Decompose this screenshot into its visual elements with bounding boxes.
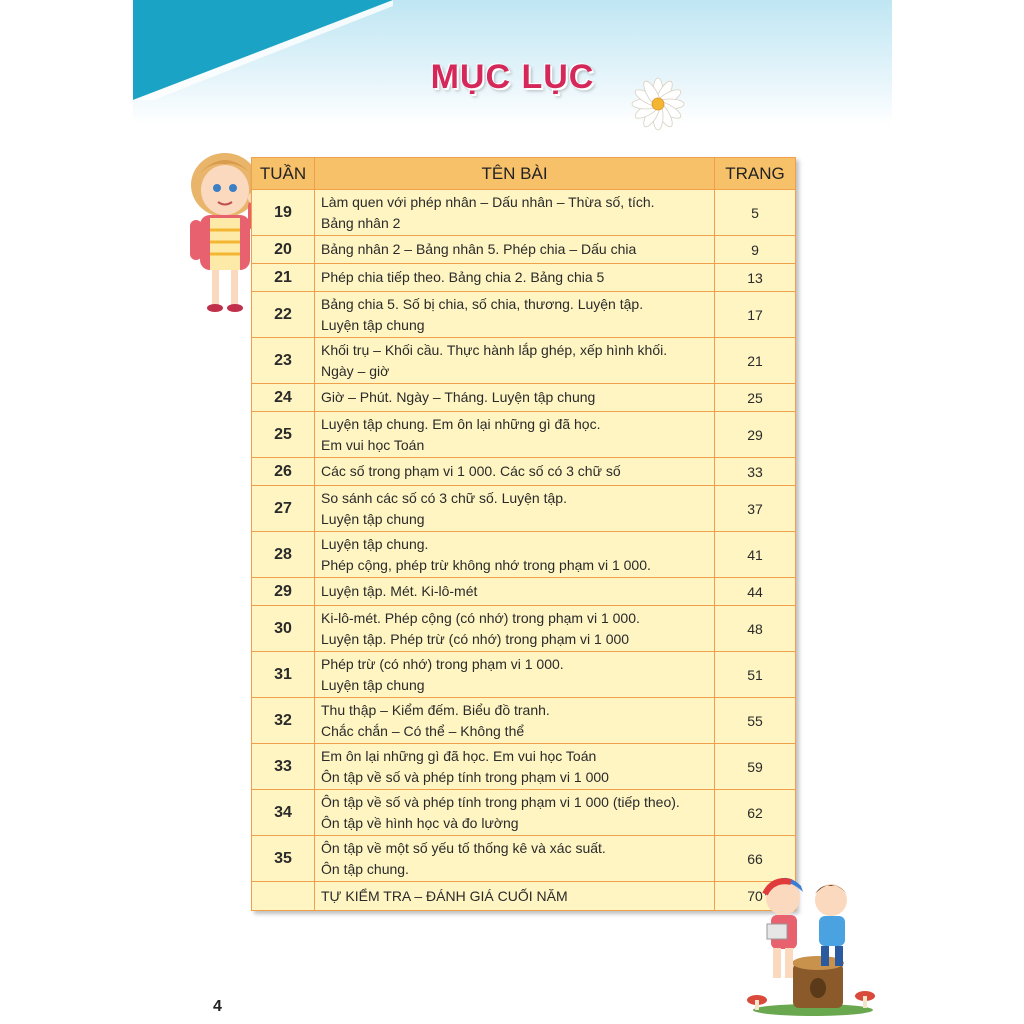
lesson-cell: Luyện tập chung. Em ôn lại những gì đã học. Em vui học Toán	[315, 412, 715, 458]
page-cell: 13	[715, 264, 796, 292]
week-cell: 30	[252, 606, 315, 652]
lesson-cell: Làm quen với phép nhân – Dấu nhân – Thừa số, tích. Bảng nhân 2	[315, 190, 715, 236]
page-number: 4	[213, 998, 222, 1015]
page-cell: 62	[715, 790, 796, 836]
page-title: MỤC LỤC	[430, 58, 595, 96]
table-row[interactable]	[252, 292, 796, 338]
week-cell: 27	[252, 486, 315, 532]
book-page	[133, 0, 892, 1024]
week-cell: 29	[252, 578, 315, 606]
table-row[interactable]	[252, 606, 796, 652]
page-cell: 33	[715, 458, 796, 486]
week-cell: 35	[252, 836, 315, 882]
lesson-cell: Khối trụ – Khối cầu. Thực hành lắp ghép, xếp hình khối. Ngày – giờ	[315, 338, 715, 384]
page-cell: 44	[715, 578, 796, 606]
week-cell: 20	[252, 236, 315, 264]
week-cell: 28	[252, 532, 315, 578]
table-row[interactable]	[252, 190, 796, 236]
page-cell: 66	[715, 836, 796, 882]
page-cell: 41	[715, 532, 796, 578]
week-cell: 22	[252, 292, 315, 338]
page-cell: 21	[715, 338, 796, 384]
week-cell: 19	[252, 190, 315, 236]
table-row[interactable]	[252, 412, 796, 458]
table-row[interactable]	[252, 578, 796, 606]
header-page: TRANG	[715, 158, 796, 190]
table-row[interactable]	[252, 264, 796, 292]
lesson-cell: Thu thập – Kiểm đếm. Biểu đồ tranh. Chắc chắn – Có thể – Không thể	[315, 698, 715, 744]
week-cell: 31	[252, 652, 315, 698]
page-cell: 17	[715, 292, 796, 338]
week-cell: 34	[252, 790, 315, 836]
lesson-cell: Giờ – Phút. Ngày – Tháng. Luyện tập chung	[315, 384, 715, 412]
lesson-cell: Ôn tập về số và phép tính trong phạm vi 1 000 (tiếp theo). Ôn tập về hình học và đo lường	[315, 790, 715, 836]
table-row[interactable]	[252, 532, 796, 578]
week-cell: 33	[252, 744, 315, 790]
lesson-cell: Bảng nhân 2 – Bảng nhân 5. Phép chia – Dấu chia	[315, 236, 715, 264]
page-cell: 48	[715, 606, 796, 652]
page-cell: 51	[715, 652, 796, 698]
lesson-cell: Luyện tập chung. Phép cộng, phép trừ không nhớ trong phạm vi 1 000.	[315, 532, 715, 578]
children-on-tree-stump-illustration	[743, 868, 883, 1018]
header-lesson: TÊN BÀI	[315, 158, 715, 190]
table-row[interactable]	[252, 338, 796, 384]
lesson-cell: So sánh các số có 3 chữ số. Luyện tập. Luyện tập chung	[315, 486, 715, 532]
lesson-cell: Phép chia tiếp theo. Bảng chia 2. Bảng chia 5	[315, 264, 715, 292]
table-row[interactable]	[252, 458, 796, 486]
page-cell: 5	[715, 190, 796, 236]
lesson-cell: Ôn tập về một số yếu tố thống kê và xác suất. Ôn tập chung.	[315, 836, 715, 882]
header-week: TUẦN	[252, 158, 315, 190]
lesson-cell: TỰ KIỂM TRA – ĐÁNH GIÁ CUỐI NĂM	[315, 882, 715, 911]
daisy-flower-icon	[630, 76, 686, 132]
lesson-cell: Em ôn lại những gì đã học. Em vui học Toán Ôn tập về số và phép tính trong phạm vi 1 000	[315, 744, 715, 790]
lesson-cell: Các số trong phạm vi 1 000. Các số có 3 chữ số	[315, 458, 715, 486]
page-cell: 70	[715, 882, 796, 911]
week-cell: 23	[252, 338, 315, 384]
lesson-cell: Luyện tập. Mét. Ki-lô-mét	[315, 578, 715, 606]
table-of-contents	[251, 157, 796, 911]
week-cell: 26	[252, 458, 315, 486]
table-row[interactable]	[252, 652, 796, 698]
week-cell: 24	[252, 384, 315, 412]
week-cell: 25	[252, 412, 315, 458]
lesson-cell: Bảng chia 5. Số bị chia, số chia, thương. Luyện tập. Luyện tập chung	[315, 292, 715, 338]
table-row[interactable]	[252, 698, 796, 744]
page-cell: 25	[715, 384, 796, 412]
page-cell: 9	[715, 236, 796, 264]
page-cell: 59	[715, 744, 796, 790]
table-row[interactable]	[252, 882, 796, 911]
table-row[interactable]	[252, 486, 796, 532]
table-row[interactable]	[252, 236, 796, 264]
page-cell: 29	[715, 412, 796, 458]
table-row[interactable]	[252, 384, 796, 412]
page-cell: 55	[715, 698, 796, 744]
week-cell: 32	[252, 698, 315, 744]
lesson-cell: Phép trừ (có nhớ) trong phạm vi 1 000. Luyện tập chung	[315, 652, 715, 698]
table-row[interactable]	[252, 744, 796, 790]
week-cell	[252, 882, 315, 911]
page-cell: 37	[715, 486, 796, 532]
table-row[interactable]	[252, 836, 796, 882]
lesson-cell: Ki-lô-mét. Phép cộng (có nhớ) trong phạm vi 1 000. Luyện tập. Phép trừ (có nhớ) trong phạm vi 1 000	[315, 606, 715, 652]
table-row[interactable]	[252, 790, 796, 836]
week-cell: 21	[252, 264, 315, 292]
